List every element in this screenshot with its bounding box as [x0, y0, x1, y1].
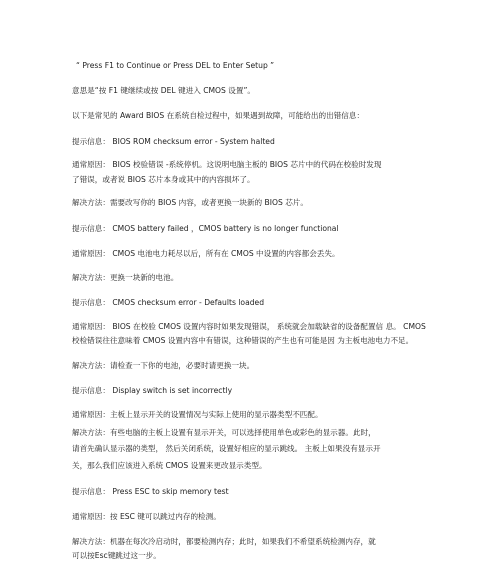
section-4-solution-3: 关，那么我们应该进入系统 CMOS 设置来更改显示类型。 [72, 461, 267, 470]
section-3-prompt: 提示信息： CMOS checksum error - Defaults loaded [72, 298, 265, 307]
section-3-cause-2: 校检错误往往意味着 CMOS 设置内容中有错误，这种错误的产生也有可能是因 为主板电池电力不足。 [72, 336, 414, 345]
section-5-solution-2: 可以按Esc键跳过这一步。 [72, 551, 161, 560]
meaning-text: 意思是“按 F1 键继续或按 DEL 键进入 CMOS 设置”。 [72, 86, 255, 95]
section-3-solution-1: 解决方法：请检查一下你的电池，必要时请更换一块。 [72, 361, 255, 370]
section-2-prompt: 提示信息： CMOS battery failed ，CMOS battery is no longer functional [72, 224, 339, 233]
section-4-cause-1: 通常原因：主板上显示开关的设置情况与实际上使用的显示器类型不匹配。 [72, 410, 323, 419]
section-2-cause-1: 通常原因： CMOS 电池电力耗尽以后，所有在 CMOS 中设置的内容都会丢失。 [72, 249, 340, 258]
section-1-solution-1: 解决方法：需要改写你的 BIOS 内容，或者更换一块新的 BIOS 芯片。 [72, 198, 308, 207]
section-4-solution-2: 请首先确认显示器的类型， 然后关闭系统，设置好相应的显示跳线。 主板上如果没有显示开 [72, 444, 381, 453]
section-5-solution-1: 解决方法：机器在每次冷启动时，都要检测内存；此时，如果我们不希望系统检测内存，就 [72, 537, 376, 546]
intro-text: 以下是常见的 Award BIOS 在系统自检过程中，如果遇到故障，可能给出的出错信息： [72, 111, 365, 120]
section-4-solution-1: 解决方法：有些电脑的主板上设置有显示开关，可以选择使用单色或彩色的显示器。此时， [72, 428, 376, 437]
section-3-cause-1: 通常原因： BIOS 在校验 CMOS 设置内容时如果发现错误， 系统就会加载缺省的设备配置信 息。 CMOS [72, 322, 426, 331]
section-4-prompt: 提示信息： Display switch is set incorrectly [72, 386, 233, 395]
section-2-solution-1: 解决方法：更换一块新的电池。 [72, 273, 179, 282]
section-5-cause-1: 通常原因：按 ESC 键可以跳过内存的检测。 [72, 512, 221, 521]
section-1-cause-2: 了错误，或者说 BIOS 芯片本身或其中的内容损坏了。 [72, 175, 255, 184]
section-5-prompt: 提示信息： Press ESC to skip memory test [72, 487, 229, 496]
setup-prompt-title: “ Press F1 to Continue or Press DEL to Enter Setup ” [76, 61, 275, 70]
section-1-prompt: 提示信息： BIOS ROM checksum error - System halted [72, 137, 275, 146]
section-1-cause-1: 通常原因： BIOS 校验错误 -系统停机。这说明电脑主板的 BIOS 芯片中的代码在校验时发现 [72, 160, 382, 169]
